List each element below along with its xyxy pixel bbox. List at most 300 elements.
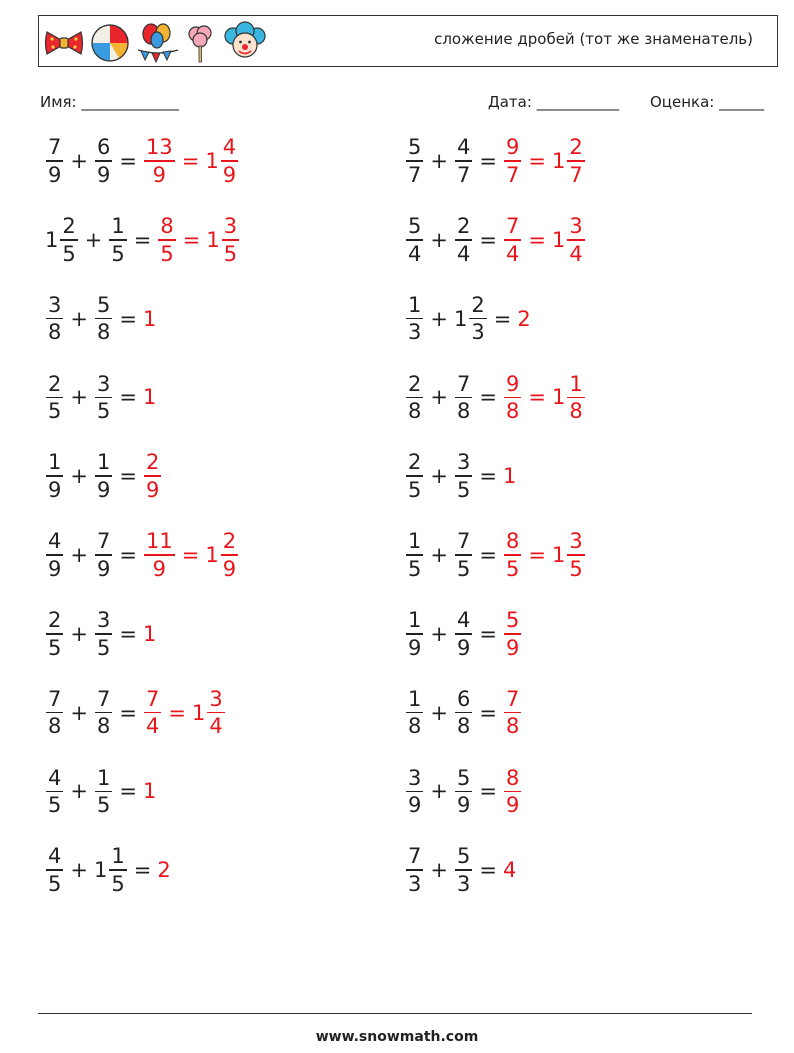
addend-fraction xyxy=(455,134,472,188)
addend-denominator: 9 xyxy=(48,556,62,581)
plus-sign: + xyxy=(70,779,88,804)
addend-numerator: 1 xyxy=(96,450,111,475)
answer-numerator: 2 xyxy=(569,135,583,160)
answer-numerator: 7 xyxy=(505,214,520,239)
answer-term xyxy=(503,134,522,188)
equals-sign: = xyxy=(528,543,546,567)
addend-term xyxy=(454,449,473,503)
answer-term xyxy=(503,858,517,882)
answer-term xyxy=(503,765,522,819)
addend-term xyxy=(405,686,424,740)
answer-term xyxy=(503,528,522,582)
addend-fraction xyxy=(455,371,472,425)
answer-fraction xyxy=(144,449,161,503)
addend-denominator: 8 xyxy=(48,714,62,739)
addend-numerator: 1 xyxy=(111,844,125,869)
equals-sign: = xyxy=(168,700,186,725)
addend-fraction xyxy=(109,213,126,267)
answer-whole: 1 xyxy=(551,149,566,173)
addend-numerator: 5 xyxy=(96,292,111,317)
answer-term xyxy=(503,371,522,425)
answer-numerator: 4 xyxy=(222,135,237,160)
answer-fraction xyxy=(504,686,521,740)
plus-sign: + xyxy=(70,464,88,489)
addend-numerator: 7 xyxy=(96,529,111,554)
equals-sign: = xyxy=(181,543,200,567)
plus-sign: + xyxy=(430,779,448,804)
addend-term xyxy=(454,292,488,346)
answer-term xyxy=(503,686,522,740)
worksheet-title: сложение дробей (тот же знаменатель) xyxy=(434,30,753,48)
addend-fraction xyxy=(406,765,423,819)
addend-denominator: 9 xyxy=(96,477,111,502)
addend-term xyxy=(108,213,127,267)
answer-term xyxy=(552,371,586,425)
answer-denominator: 7 xyxy=(505,162,520,187)
addend-denominator: 5 xyxy=(456,556,471,581)
answer-denominator: 4 xyxy=(145,714,160,739)
plus-sign: + xyxy=(430,700,448,725)
answer-fraction xyxy=(221,528,238,582)
grade-field-label: Оценка: ______ xyxy=(650,93,765,111)
addend-fraction xyxy=(46,528,63,582)
addend-numerator: 3 xyxy=(408,765,422,790)
addend-numerator: 4 xyxy=(48,529,62,554)
answer-whole: 4 xyxy=(502,858,517,883)
addend-denominator: 5 xyxy=(96,793,111,818)
addend-denominator: 9 xyxy=(408,793,422,818)
addend-numerator: 3 xyxy=(48,292,62,317)
addend-term xyxy=(405,371,424,425)
addend-denominator: 8 xyxy=(96,714,111,739)
answer-whole: 1 xyxy=(205,543,219,567)
plus-sign: + xyxy=(84,227,103,252)
answer-numerator: 9 xyxy=(505,135,520,160)
answer xyxy=(503,371,586,425)
answer xyxy=(503,213,586,267)
addend-term xyxy=(45,607,64,661)
addend-term xyxy=(405,765,424,819)
equals-sign: = xyxy=(493,306,512,331)
addend-fraction xyxy=(46,449,63,503)
plus-sign: + xyxy=(430,858,448,883)
answer-denominator: 8 xyxy=(505,399,520,424)
answer-numerator: 8 xyxy=(160,214,174,239)
addend-term xyxy=(454,765,473,819)
addend-denominator: 4 xyxy=(408,241,422,266)
addend-term xyxy=(454,843,473,897)
addend-numerator: 7 xyxy=(48,686,62,711)
answer xyxy=(143,449,162,503)
addend-fraction xyxy=(46,765,63,819)
answer-term xyxy=(503,464,517,488)
addend-term xyxy=(94,765,113,819)
addend-numerator: 2 xyxy=(408,371,422,396)
answer-fraction xyxy=(144,528,175,582)
answer xyxy=(503,607,522,661)
problem-item xyxy=(405,761,522,821)
addend-denominator: 9 xyxy=(48,477,62,502)
answer-fraction xyxy=(504,607,521,661)
addend-denominator: 5 xyxy=(48,793,62,818)
plus-sign: + xyxy=(70,149,88,173)
answer xyxy=(143,622,157,646)
equals-sign: = xyxy=(479,543,497,567)
answer-fraction xyxy=(567,213,584,267)
plus-sign: + xyxy=(70,385,88,410)
addend-denominator: 3 xyxy=(408,320,422,345)
addend-numerator: 1 xyxy=(96,765,111,790)
addend-numerator: 5 xyxy=(408,135,422,160)
answer-term xyxy=(143,779,157,803)
plus-sign: + xyxy=(70,700,88,725)
addend-numerator: 5 xyxy=(456,765,471,790)
answer-term xyxy=(517,307,531,331)
addend-term xyxy=(45,686,64,740)
addend-fraction xyxy=(95,607,112,661)
addend-term xyxy=(94,134,113,188)
addend-term xyxy=(454,134,473,188)
addend-fraction xyxy=(46,607,63,661)
addend-term xyxy=(405,134,424,188)
answer xyxy=(157,213,240,267)
addend-fraction xyxy=(95,528,112,582)
plus-sign: + xyxy=(70,858,88,883)
equals-sign: = xyxy=(119,779,137,804)
addend-term xyxy=(405,528,424,582)
addend-fraction xyxy=(406,607,423,661)
addend-denominator: 9 xyxy=(96,556,111,581)
equals-sign: = xyxy=(479,779,497,804)
answer xyxy=(143,385,157,409)
addend-denominator: 5 xyxy=(96,635,111,660)
addend-fraction xyxy=(455,765,472,819)
equals-sign: = xyxy=(119,621,137,646)
addend-numerator: 4 xyxy=(456,135,471,160)
addend-denominator: 8 xyxy=(408,714,422,739)
addend-numerator: 1 xyxy=(408,292,422,317)
answer-whole: 1 xyxy=(191,700,206,725)
equals-sign: = xyxy=(119,385,137,410)
addend-fraction xyxy=(46,292,63,346)
answer-term xyxy=(157,213,176,267)
problem-item xyxy=(405,446,517,506)
addend-fraction xyxy=(95,134,112,188)
addend-denominator: 9 xyxy=(408,635,422,660)
addend-term xyxy=(94,686,113,740)
addend-term xyxy=(94,449,113,503)
answer-fraction xyxy=(504,528,521,582)
addend-denominator: 9 xyxy=(48,162,62,187)
addend-fraction xyxy=(406,449,423,503)
problem-item xyxy=(45,367,157,427)
addend-term xyxy=(45,292,64,346)
plus-sign: + xyxy=(70,621,88,646)
answer-whole: 1 xyxy=(205,149,219,173)
answer xyxy=(143,307,157,331)
answer-numerator: 1 xyxy=(569,371,583,396)
equals-sign: = xyxy=(528,149,546,173)
equals-sign: = xyxy=(479,700,497,725)
addend-denominator: 5 xyxy=(111,871,125,896)
addend-fraction xyxy=(455,449,472,503)
answer xyxy=(143,779,157,803)
addend-denominator: 7 xyxy=(408,162,422,187)
date-field-label: Дата: ___________ xyxy=(488,93,620,111)
answer xyxy=(503,686,522,740)
addend-term xyxy=(454,607,473,661)
answer-fraction xyxy=(158,213,175,267)
answer-denominator: 9 xyxy=(222,556,237,581)
equals-sign: = xyxy=(479,385,497,410)
answer-fraction xyxy=(567,134,584,188)
answer-term xyxy=(143,686,162,740)
answer-denominator: 4 xyxy=(505,241,520,266)
addend-term xyxy=(45,134,64,188)
addend-denominator: 8 xyxy=(96,320,111,345)
addend-fraction xyxy=(455,607,472,661)
addend-numerator: 7 xyxy=(96,686,111,711)
answer-numerator: 8 xyxy=(505,765,520,790)
plus-sign: + xyxy=(430,385,448,410)
equals-sign: = xyxy=(479,858,497,883)
addend-term xyxy=(94,607,113,661)
footer-divider xyxy=(38,1013,752,1014)
problem-item xyxy=(405,525,586,585)
addend-denominator: 9 xyxy=(456,793,471,818)
addend-fraction xyxy=(95,371,112,425)
answer-term xyxy=(192,686,226,740)
addend-numerator: 4 xyxy=(456,608,471,633)
addend-denominator: 5 xyxy=(48,871,62,896)
answer xyxy=(143,134,239,188)
answer-denominator: 9 xyxy=(222,162,237,187)
addend-fraction xyxy=(406,213,423,267)
addend-term xyxy=(94,843,128,897)
answer-numerator: 5 xyxy=(505,608,520,633)
addend-term xyxy=(94,292,113,346)
answer-fraction xyxy=(567,371,584,425)
problem-item xyxy=(45,604,157,664)
addend-numerator: 2 xyxy=(456,214,471,239)
answer xyxy=(517,307,531,331)
answer-numerator: 7 xyxy=(505,686,520,711)
addend-term xyxy=(454,686,473,740)
equals-sign: = xyxy=(181,149,200,173)
equals-sign: = xyxy=(479,621,497,646)
addend-numerator: 3 xyxy=(456,450,471,475)
answer-denominator: 8 xyxy=(569,399,583,424)
addend-term xyxy=(405,843,424,897)
equals-sign: = xyxy=(133,858,152,883)
answer xyxy=(503,858,517,882)
addend-numerator: 7 xyxy=(456,371,471,396)
plus-sign: + xyxy=(430,464,448,489)
plus-sign: + xyxy=(430,149,448,173)
name-field-label: Имя: _____________ xyxy=(40,93,179,111)
answer-whole: 1 xyxy=(142,779,157,804)
answer-whole: 1 xyxy=(551,543,566,567)
addend-denominator: 5 xyxy=(456,477,471,502)
plus-sign: + xyxy=(430,306,448,331)
addend-denominator: 5 xyxy=(408,556,422,581)
addend-denominator: 8 xyxy=(456,714,471,739)
answer-numerator: 2 xyxy=(222,529,237,554)
answer-denominator: 4 xyxy=(569,241,583,266)
problem-item xyxy=(405,367,586,427)
answer-whole: 1 xyxy=(142,385,157,410)
problem-item xyxy=(45,289,157,349)
addend-fraction xyxy=(406,528,423,582)
addend-term xyxy=(45,843,64,897)
answer-numerator: 3 xyxy=(209,686,223,711)
addend-fraction xyxy=(109,843,126,897)
equals-sign: = xyxy=(479,227,497,252)
answer-fraction xyxy=(504,213,521,267)
answer-fraction xyxy=(567,528,584,582)
answer-denominator: 7 xyxy=(569,162,583,187)
answer-numerator: 13 xyxy=(145,135,173,160)
answer-whole: 1 xyxy=(206,227,220,252)
answer-term xyxy=(143,449,162,503)
addend-numerator: 2 xyxy=(471,292,485,317)
addend-denominator: 5 xyxy=(48,399,62,424)
addend-fraction xyxy=(406,134,423,188)
answer-term xyxy=(503,213,522,267)
addend-numerator: 1 xyxy=(408,686,422,711)
answer xyxy=(503,528,586,582)
addend-fraction xyxy=(455,686,472,740)
addend-fraction xyxy=(46,134,63,188)
equals-sign: = xyxy=(479,464,497,489)
answer-denominator: 5 xyxy=(160,241,174,266)
addend-fraction xyxy=(95,686,112,740)
addend-term xyxy=(454,213,473,267)
addend-term xyxy=(454,371,473,425)
addend-numerator: 2 xyxy=(48,608,62,633)
problem-item xyxy=(45,761,157,821)
answer-term xyxy=(143,307,157,331)
equals-sign: = xyxy=(528,385,546,410)
answer-denominator: 9 xyxy=(145,477,160,502)
addend-numerator: 5 xyxy=(408,214,422,239)
addend-whole: 1 xyxy=(45,227,59,252)
answer xyxy=(143,686,226,740)
answer-whole: 1 xyxy=(502,464,517,489)
answer-fraction xyxy=(221,134,238,188)
answer-denominator: 4 xyxy=(209,714,223,739)
answer-term xyxy=(205,528,239,582)
addend-denominator: 3 xyxy=(471,320,485,345)
answer-term xyxy=(205,134,239,188)
equals-sign: = xyxy=(119,306,137,331)
addend-denominator: 8 xyxy=(408,399,422,424)
addend-term xyxy=(45,371,64,425)
answer-term xyxy=(206,213,240,267)
addend-denominator: 4 xyxy=(456,241,471,266)
addend-denominator: 9 xyxy=(456,635,471,660)
addend-fraction xyxy=(406,371,423,425)
answer-numerator: 11 xyxy=(145,529,173,554)
problem-item xyxy=(405,289,532,349)
problem-item xyxy=(405,131,586,191)
addend-numerator: 4 xyxy=(48,844,62,869)
addend-numerator: 6 xyxy=(96,135,111,160)
plus-sign: + xyxy=(430,543,448,567)
answer-whole: 2 xyxy=(517,306,531,331)
addend-term xyxy=(405,449,424,503)
answer-fraction xyxy=(504,371,521,425)
answer-denominator: 5 xyxy=(569,556,583,581)
answer-term xyxy=(157,858,171,882)
addend-denominator: 5 xyxy=(48,635,62,660)
addend-numerator: 1 xyxy=(408,608,422,633)
problem-item xyxy=(45,131,239,191)
answer-numerator: 8 xyxy=(505,529,520,554)
answer-fraction xyxy=(222,213,239,267)
addend-numerator: 2 xyxy=(48,371,62,396)
problem-item xyxy=(45,525,239,585)
addend-denominator: 8 xyxy=(48,320,62,345)
footer-url: www.snowmath.com xyxy=(315,1029,479,1045)
answer-denominator: 9 xyxy=(505,793,520,818)
equals-sign: = xyxy=(119,464,137,489)
answer-fraction xyxy=(144,686,161,740)
addend-fraction xyxy=(406,843,423,897)
answer-numerator: 7 xyxy=(145,686,160,711)
addend-term xyxy=(45,765,64,819)
addend-term xyxy=(94,371,113,425)
equals-sign: = xyxy=(133,227,152,252)
addend-term xyxy=(45,449,64,503)
addend-denominator: 5 xyxy=(111,241,125,266)
addend-numerator: 1 xyxy=(408,529,422,554)
answer-whole: 2 xyxy=(157,858,171,883)
addend-fraction xyxy=(95,449,112,503)
problem-item xyxy=(405,210,586,270)
addend-fraction xyxy=(46,686,63,740)
addend-term xyxy=(454,528,473,582)
answer-fraction xyxy=(504,134,521,188)
answer-term xyxy=(143,385,157,409)
answer-denominator: 8 xyxy=(505,714,520,739)
addend-numerator: 7 xyxy=(408,844,422,869)
answer-denominator: 9 xyxy=(505,635,520,660)
equals-sign: = xyxy=(182,227,201,252)
answer-term xyxy=(552,528,586,582)
problem-item xyxy=(45,446,162,506)
answer-term xyxy=(143,622,157,646)
addend-fraction xyxy=(406,292,423,346)
answer-term xyxy=(552,213,586,267)
problem-item xyxy=(45,683,226,743)
equals-sign: = xyxy=(119,700,137,725)
addend-term xyxy=(405,607,424,661)
addend-fraction xyxy=(95,292,112,346)
answer-term xyxy=(143,134,176,188)
addend-numerator: 7 xyxy=(456,529,471,554)
addend-denominator: 5 xyxy=(96,399,111,424)
answer-fraction xyxy=(144,134,175,188)
answer-numerator: 2 xyxy=(145,450,160,475)
answer-fraction xyxy=(504,765,521,819)
addend-fraction xyxy=(455,528,472,582)
answer xyxy=(503,134,586,188)
plus-sign: + xyxy=(70,306,88,331)
answer-denominator: 5 xyxy=(223,241,238,266)
addend-fraction xyxy=(95,765,112,819)
answer-fraction xyxy=(207,686,224,740)
